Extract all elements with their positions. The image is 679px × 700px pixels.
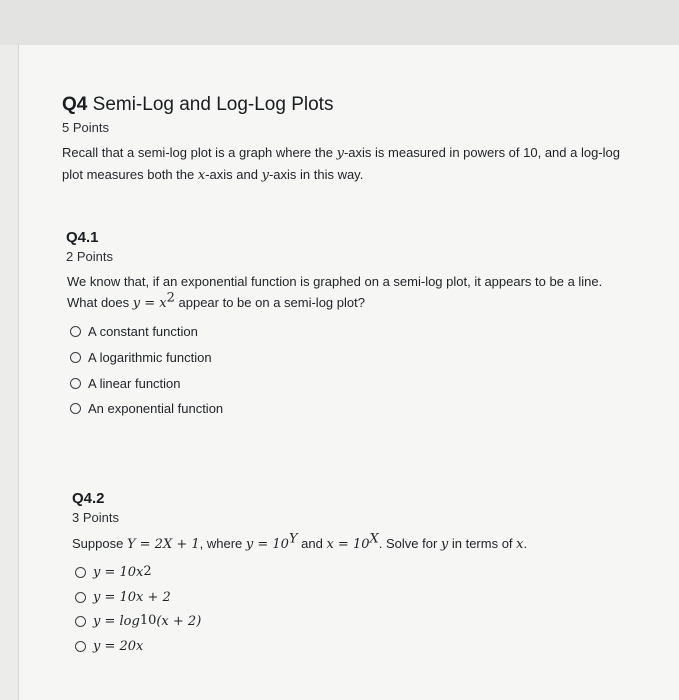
q42-option-d[interactable]: y = 20x bbox=[75, 637, 143, 655]
subquestion-points-q41: 2 Points bbox=[66, 249, 113, 264]
q42-option-a[interactable]: y = 10x 2 bbox=[75, 563, 152, 581]
q41-option-constant[interactable]: A constant function bbox=[70, 322, 198, 340]
subquestion-prompt-q41: We know that, if an exponential function is graphed on a semi-log plot, it appears to be a line. What does $y = x^2$ appear to be on a semi-log plot? bbox=[67, 274, 603, 311]
radio-button[interactable] bbox=[70, 403, 81, 414]
q41-option-linear[interactable]: A linear function bbox=[70, 374, 181, 392]
q42-option-c[interactable]: y = log 10 (x + 2) bbox=[75, 612, 201, 630]
question-number: Q4 bbox=[62, 94, 88, 115]
subquestion-points-q42: 3 Points bbox=[72, 510, 119, 525]
radio-button[interactable] bbox=[75, 567, 86, 578]
q41-option-exponential[interactable]: An exponential function bbox=[70, 399, 223, 417]
subquestion-title-q42: Q4.2 bbox=[72, 490, 105, 507]
radio-button[interactable] bbox=[75, 616, 86, 627]
top-background bbox=[0, 0, 679, 45]
q42-option-b[interactable]: y = 10x + 2 bbox=[75, 588, 171, 606]
question-points: 5 Points bbox=[62, 120, 109, 135]
radio-button[interactable] bbox=[75, 592, 86, 603]
radio-button[interactable] bbox=[70, 352, 81, 363]
q41-option-logarithmic[interactable]: A logarithmic function bbox=[70, 348, 212, 366]
radio-button[interactable] bbox=[70, 378, 81, 389]
question-title bbox=[62, 94, 333, 116]
radio-button[interactable] bbox=[70, 326, 81, 337]
radio-button[interactable] bbox=[75, 641, 86, 652]
subquestion-prompt-q42: Suppose Y = 2X + 1, where $y = 10^Y$ and $x = 10^X$. Solve for y in terms of x. bbox=[72, 531, 528, 552]
subquestion-title-q41: Q4.1 bbox=[66, 229, 99, 246]
question-title-text: Semi-Log and Log-Log Plots bbox=[92, 94, 334, 115]
question-intro: Recall that a semi-log plot is a graph where the y-axis is measured in powers of 10, and a log-log plot measures both the x-axis and y-axis in this way. bbox=[62, 145, 620, 183]
